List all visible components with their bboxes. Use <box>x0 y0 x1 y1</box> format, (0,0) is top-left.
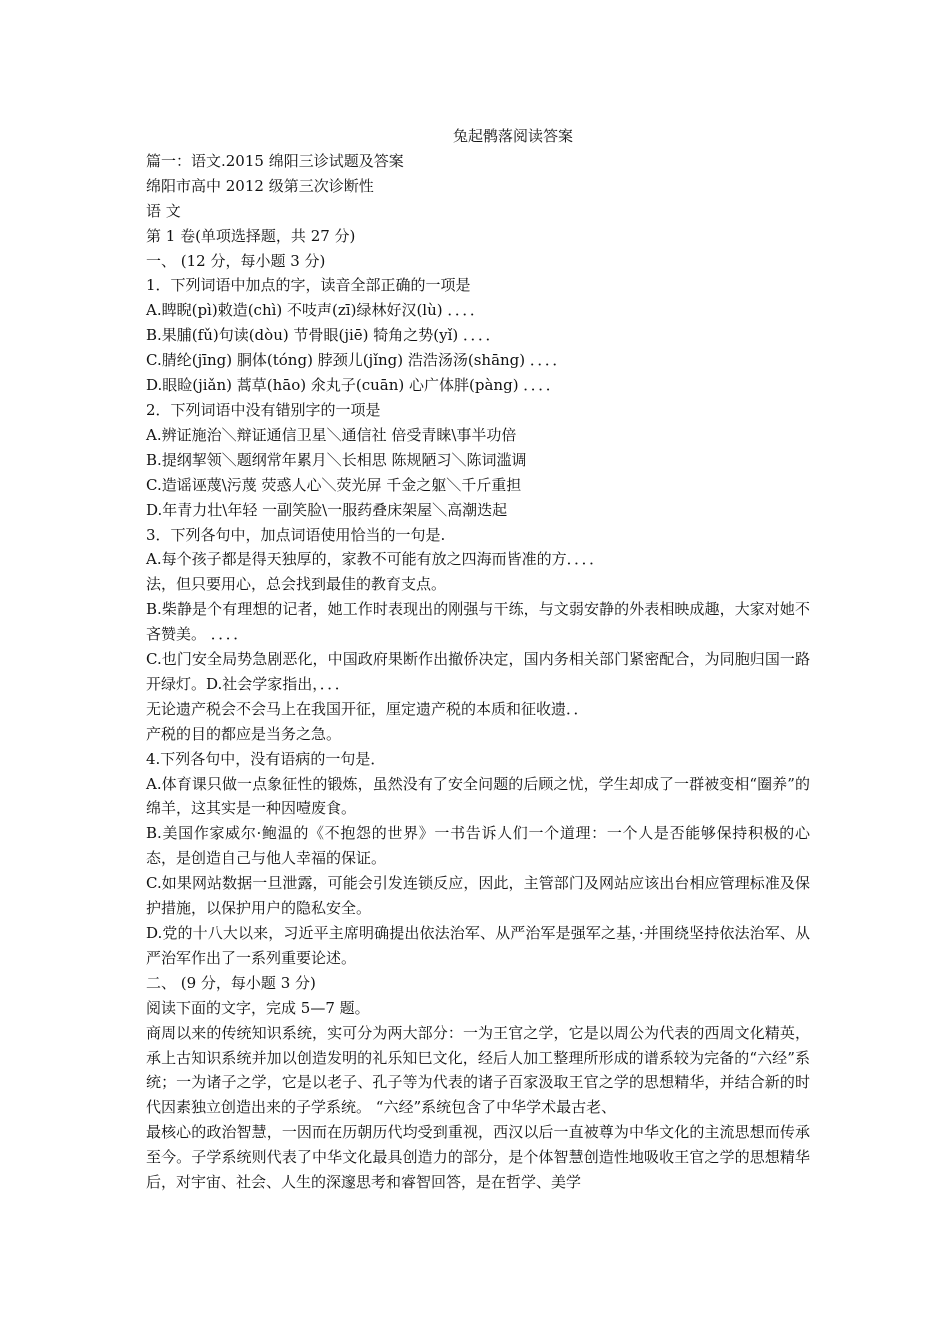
document-page <box>146 124 810 1195</box>
question-option: C.如果网站数据一旦泄露，可能会引发连锁反应，因此，主管部门及网站应该出台相应管理标准及保护措施，以保护用户的隐私安全。 <box>146 874 810 918</box>
text-line: 语 文 <box>146 201 181 220</box>
text-line: 无论遗产税会不会马上在我国开征，厘定遗产税的本质和征收遗．． <box>146 699 589 718</box>
question-option: A.睥睨(pì)敕造(chì) 不吱声(zī)绿林好汉(lù) ．．．． <box>146 301 485 320</box>
question-option: A.每个孩子都是得天独厚的，家教不可能有放之四海而皆准的方．．．． <box>146 550 605 569</box>
question-option: C.造谣诬蔑\污蔑 荧惑人心＼荧光屏 千金之躯＼千斤重担 <box>146 475 522 494</box>
question-option: A.辨证施治＼辩证通信卫星＼通信社 倍受青睐\事半功倍 <box>146 425 517 444</box>
document-title: 兔起鹘落阅读答案 <box>452 127 573 145</box>
question-option: C.腈纶(jīng) 胴体(tóng) 脖颈儿(jǐng) 浩浩汤汤(shāng) ．．．． <box>146 351 568 370</box>
question-stem: 1．下列词语中加点的字，读音全部正确的一项是 <box>146 276 471 295</box>
text-line: 绵阳市高中 2012 级第三次诊断性 <box>146 176 374 195</box>
question-option: C.也门安全局势急剧恶化，中国政府果断作出撤侨决定，国内务相关部门紧密配合，为同胞归国一路开绿灯。D.社会学家指出，．．． <box>146 650 810 693</box>
question-option: B.美国作家威尔·鲍温的《不抱怨的世界》一书告诉人们一个道理：一个人是否能够保持积极的心态，是创造自己与他人幸福的保证。 <box>146 824 810 868</box>
text-line: 法，但只要用心，总会找到最佳的教育支点。 <box>146 575 447 594</box>
instruction-text: 阅读下面的文字，完成 5—7 题。 <box>146 998 370 1017</box>
question-stem: 4.下列各句中，没有语病的一句是． <box>146 749 386 768</box>
question-option: D.年青力壮\年轻 一副笑脸\一服药叠床架屋＼高潮迭起 <box>146 500 508 519</box>
question-stem: 3．下列各句中，加点词语使用恰当的一句是. <box>146 525 446 544</box>
question-option: A.体育课只做一点象征性的锻炼，虽然没有了安全问题的后顾之忧，学生却成了一群被变相“圈养”的绵羊，这其实是一种因噎废食。 <box>146 774 810 818</box>
question-stem: 2．下列词语中没有错别字的一项是 <box>146 400 381 419</box>
text-line: 第 1 卷(单项选择题，共 27 分) <box>146 226 356 245</box>
reading-passage: 商周以来的传统知识系统，实可分为两大部分：一为王官之学，它是以周公为代表的西周文化精英，承上古知识系统并加以创造发明的礼乐知巳文化，经后人加工整理所形成的谱系较为完备的“六经”系统；一为诸子之学，它是以老子、孔子等为代表的诸子百家汲取王官之学的思想精华，并结合新的时代因素独立创造出来的子学系统。 “六经”系统包含了中华学术最古老、 <box>146 1023 810 1117</box>
question-option: B.提纲挈领＼题纲常年累月＼长相思 陈规陋习＼陈词滥调 <box>146 450 527 469</box>
question-option: D.党的十八大以来，习近平主席明确提出依法治军、从严治军是强军之基，·并围绕坚持依法治军、从严治军作出了一系列重要论述。 <box>146 924 810 967</box>
text-line: 篇一：语文.2015 绵阳三诊试题及答案 <box>146 151 404 170</box>
question-option: B.柴静是个有理想的记者，她工作时表现出的刚强与干练，与文弱安静的外表相映成趣，大家对她不吝赞美。 ．．．． <box>146 600 810 644</box>
section-heading: 二、 (9 分，每小题 3 分) <box>146 973 316 992</box>
text-line: 产税的目的都应是当务之急。 <box>146 724 342 743</box>
section-heading: 一、 (12 分，每小题 3 分) <box>146 251 326 270</box>
reading-passage: 最核心的政治智慧，一因而在历朝历代均受到重视，西汉以后一直被尊为中华文化的主流思想而传承至今。子学系统则代表了中华文化最具创造力的部分，是个体智慧创造性地吸收王官之学的思想精华后，对宇宙、社会、人生的深邃思考和睿智回答，是在哲学、美学 <box>146 1123 810 1192</box>
question-option: B.果脯(fǔ)句读(dòu) 节骨眼(jiē) 犄角之势(yǐ) ．．．． <box>146 326 501 345</box>
question-option: D.眼睑(jiǎn) 蒿草(hāo) 氽丸子(cuān) 心广体胖(pàng) ．．．． <box>146 376 561 395</box>
